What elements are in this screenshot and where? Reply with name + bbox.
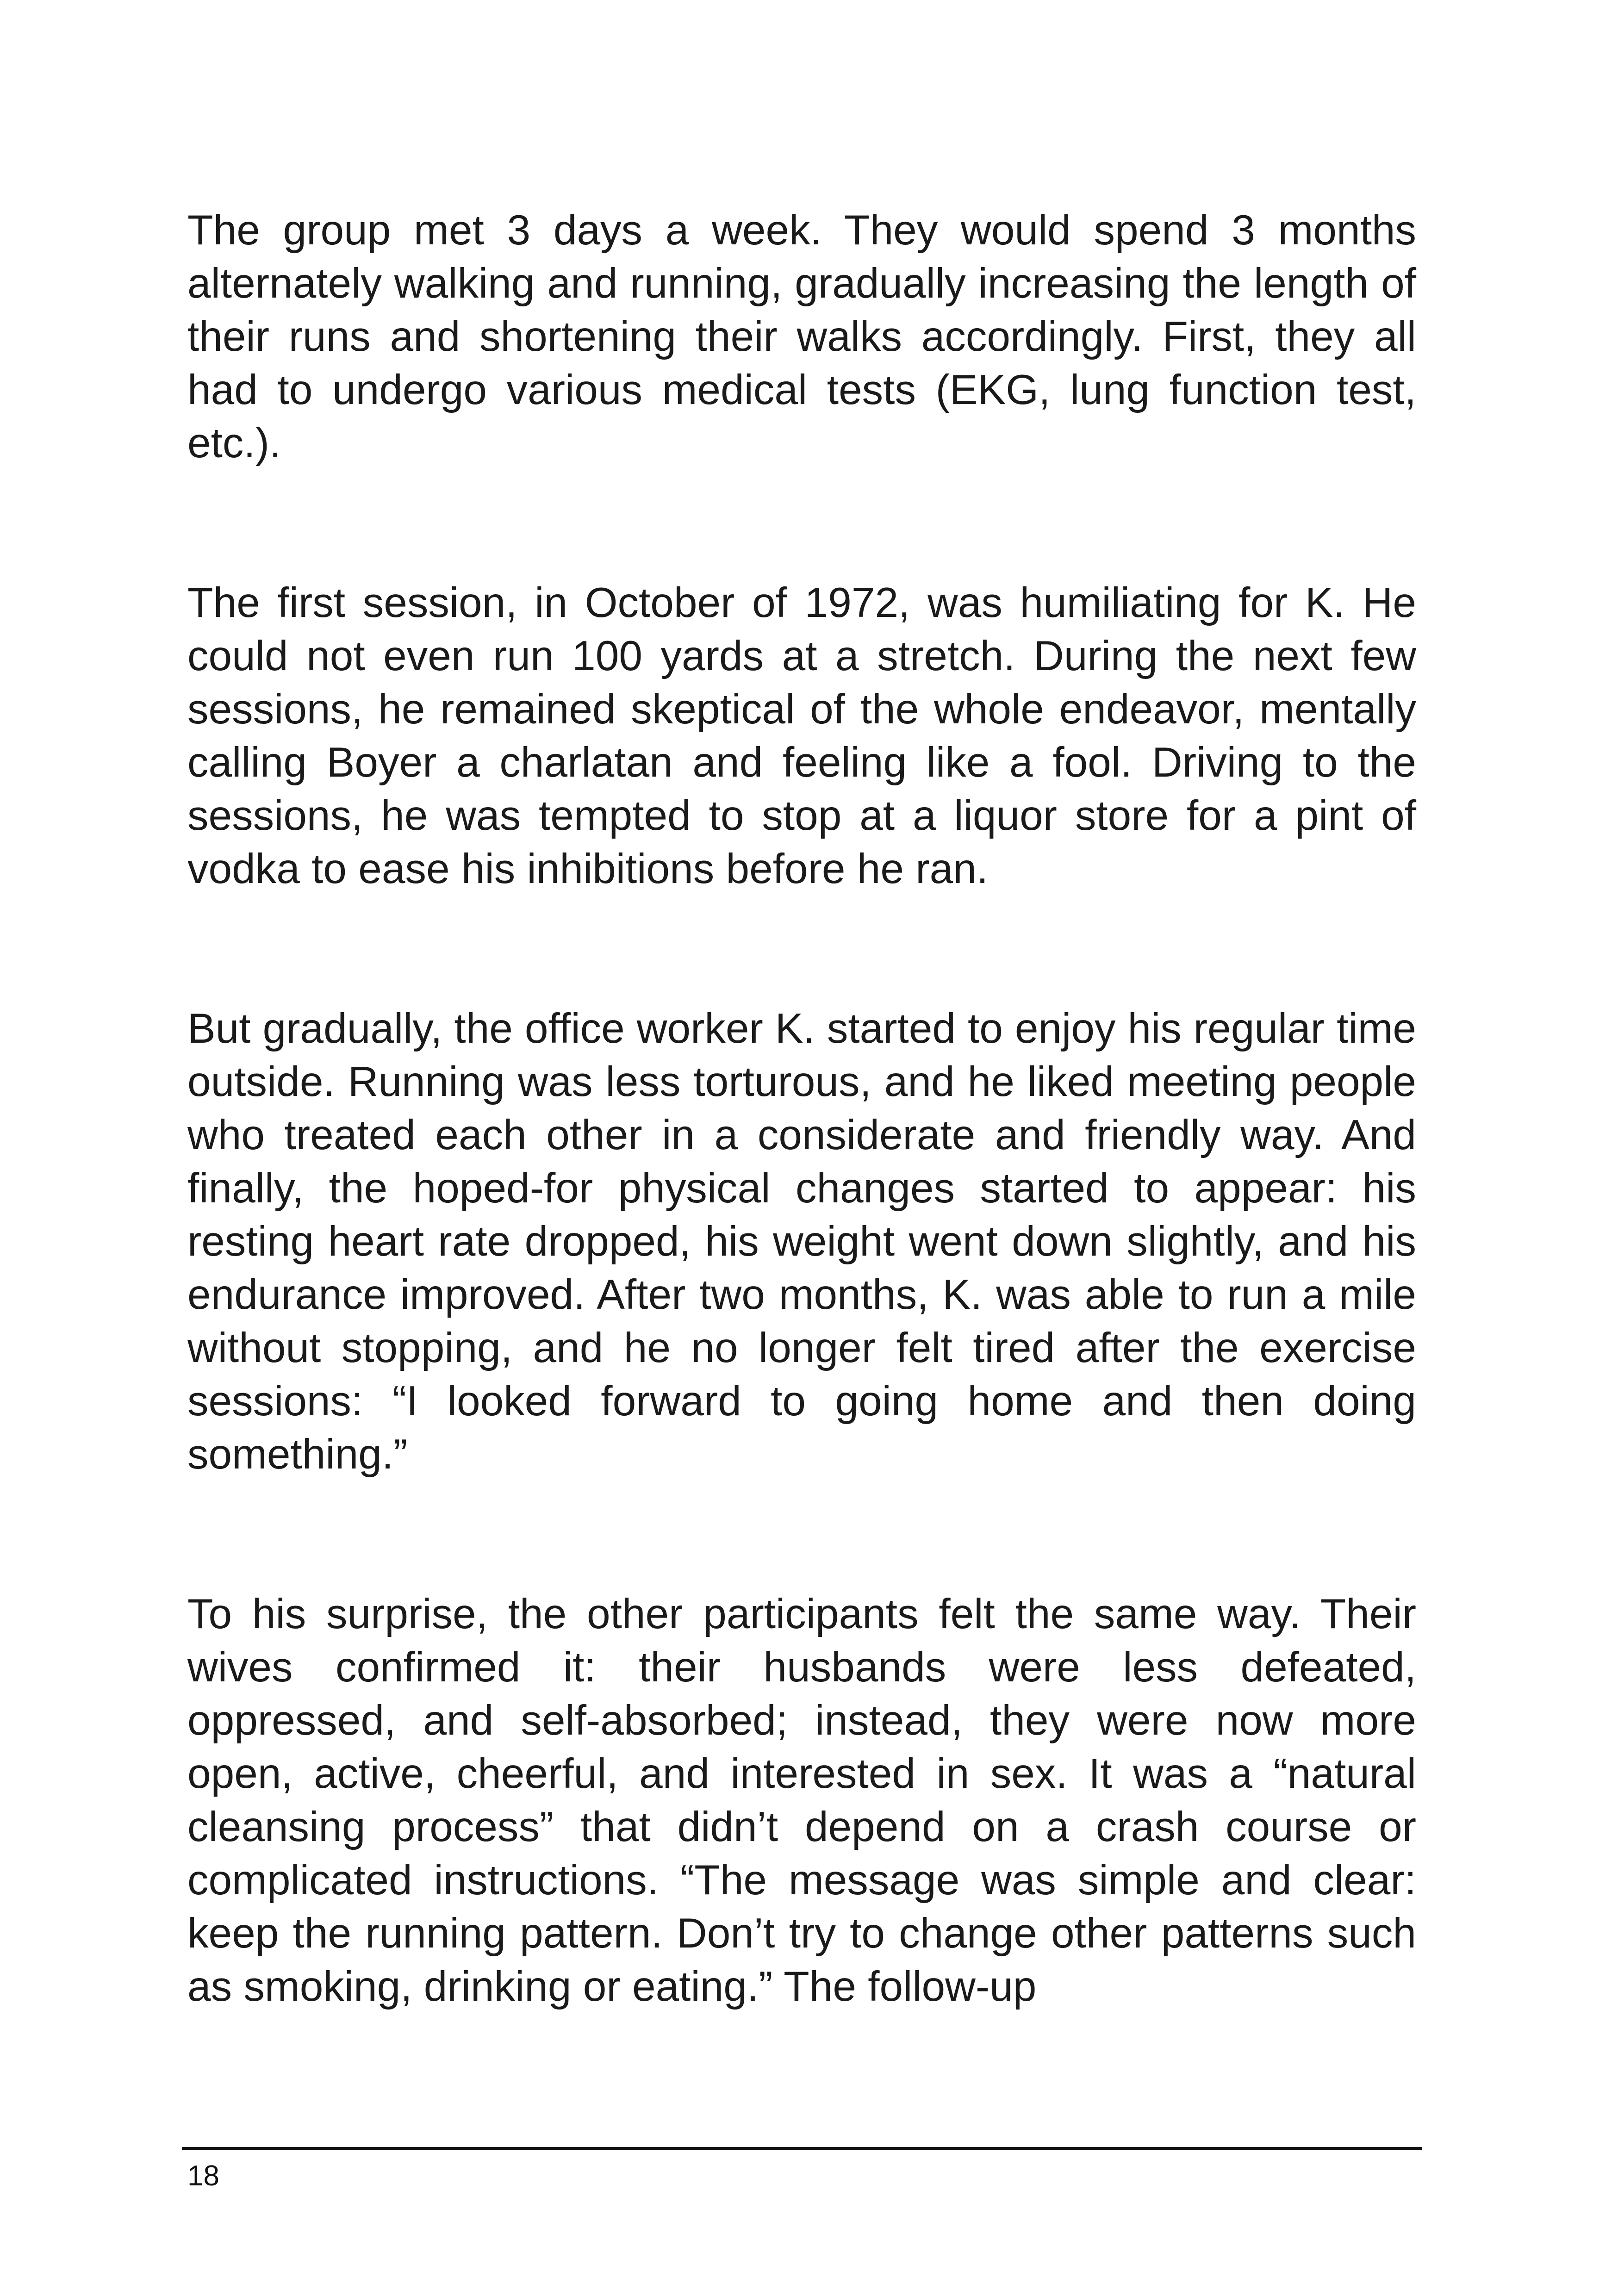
paragraph-2: The first session, in October of 1972, was humiliating for K. He could not even run 100 yards at a stretch. During the next few sessions, he remained skeptical of the whole endeavor, mentally calling Boyer a charlatan and feeling like a fool. Driving to the sessions, he was tempted to stop at a liquor store for a pint of vodka to ease his inhibitions before he ran. xyxy=(187,579,1416,892)
footer-divider xyxy=(182,2147,1422,2150)
body-text xyxy=(187,204,1416,2013)
page-number: 18 xyxy=(187,2160,219,2192)
paragraph-3: But gradually, the office worker K. started to enjoy his regular time outside. Running was less torturous, and he liked meeting people who treated each other in a considerate and friendly way. And finally, the hoped-for physical changes started to appear: his resting heart rate dropped, his weight went down slightly, and his endurance improved. After two months, K. was able to run a mile without stopping, and he no longer felt tired after the exercise sessions: “I looked forward to going home and then doing something.” xyxy=(187,1005,1416,1478)
paragraph-4: To his surprise, the other participants felt the same way. Their wives confirmed it: their husbands were less defeated, oppressed, and self-absorbed; instead, they were now more open, active, cheerful, and interested in sex. It was a “natural cleansing process” that didn’t depend on a crash course or complicated instructions. “The message was simple and clear: keep the running pattern. Don’t try to change other patterns such as smoking, drinking or eating.” The follow-up xyxy=(187,1591,1416,2010)
paragraph-1: The group met 3 days a week. They would spend 3 months alternately walking and running, gradually increasing the length of their runs and shortening their walks accordingly. First, they all had to undergo various medical tests (EKG, lung function test, etc.). xyxy=(187,207,1416,467)
